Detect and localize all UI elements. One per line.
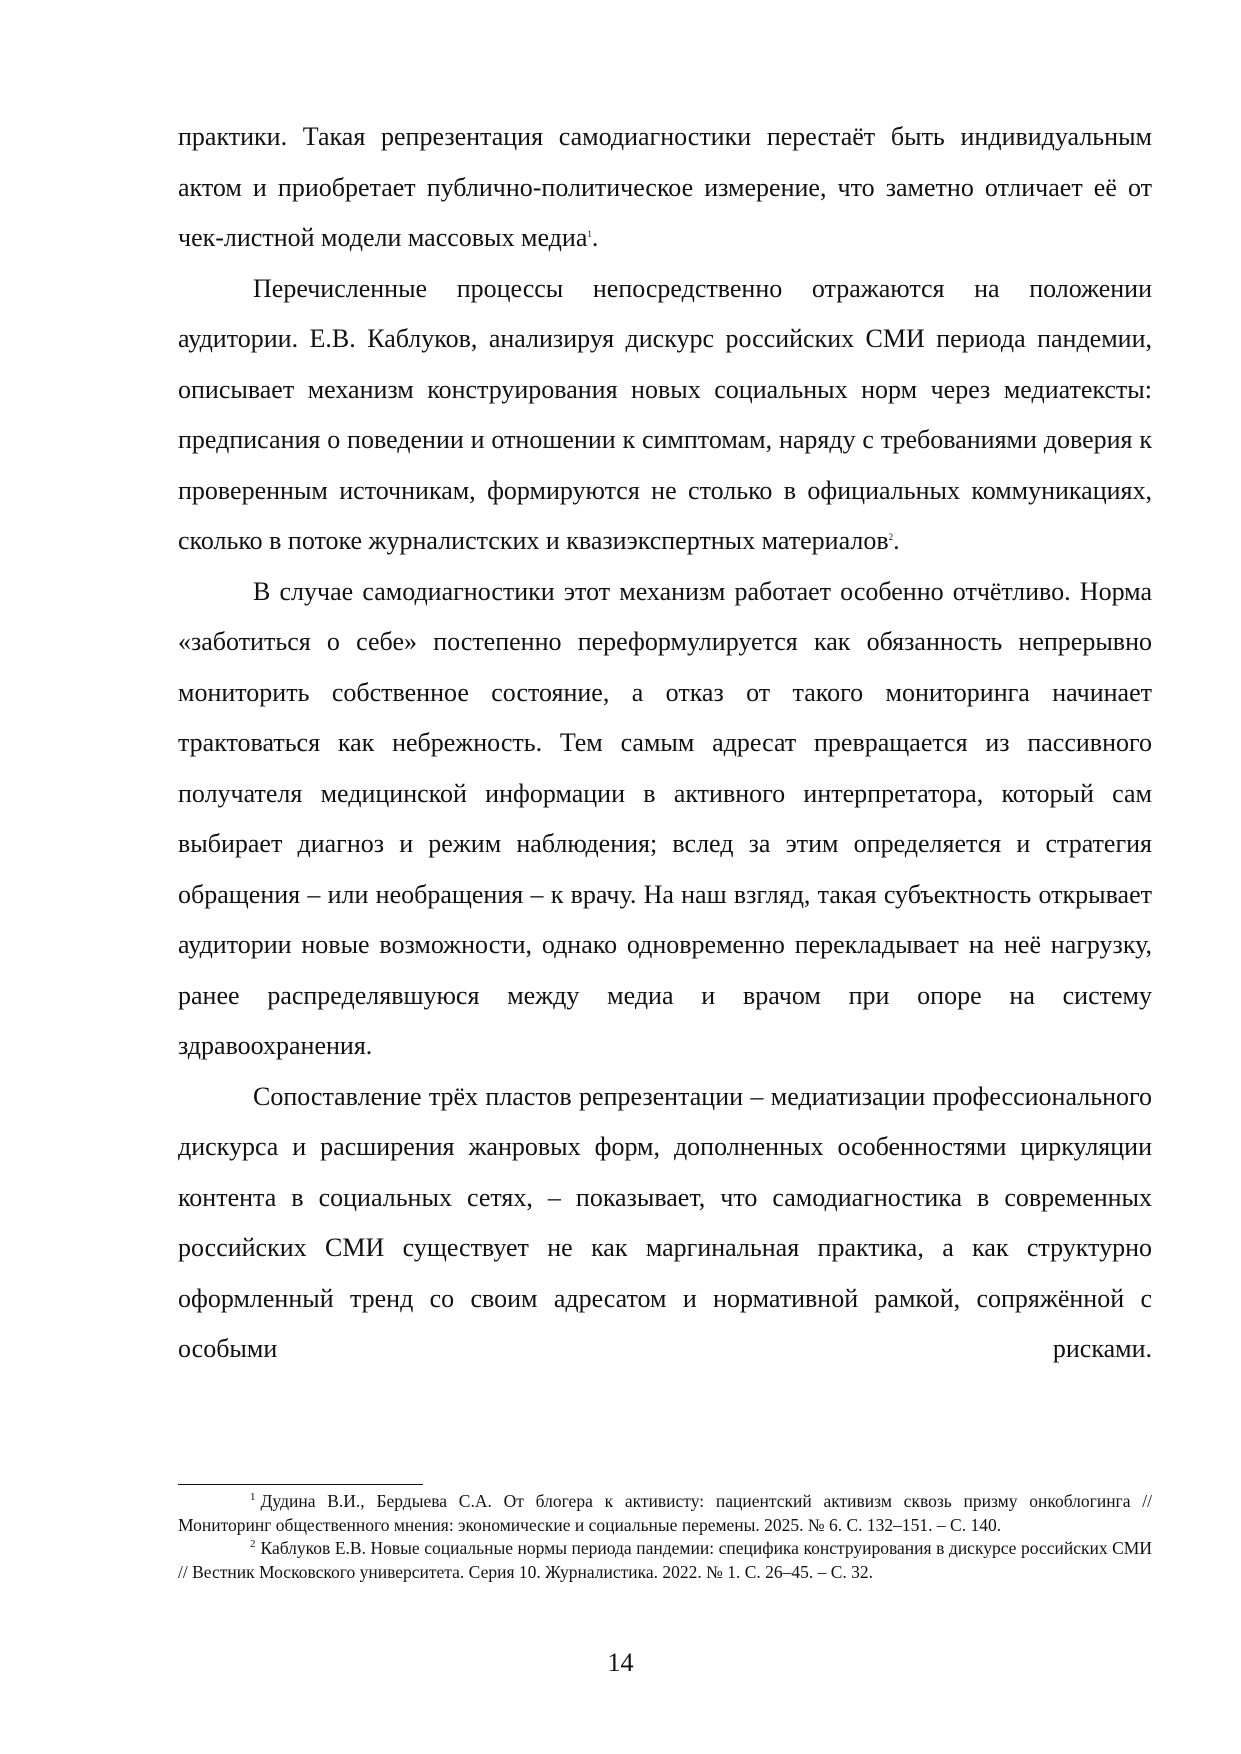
paragraph-text: практики. Такая репрезентация самодиагностики перестаёт быть индивидуальным актом и приобретает публично-политическое измерение, что заметно отличает её от чек-листной модели массовых медиа — [178, 122, 1152, 252]
footnote-text: Дудина В.И., Бердыева С.А. От блогера к активисту: пациентский активизм сквозь призму онкоблогинга // Мониторинг общественного мнения: экономические и социальные перемены. 2025. № 6. С. 132–151. – С. 140. — [178, 1491, 1152, 1535]
paragraph-continuation — [178, 112, 1152, 264]
footnote-separator — [178, 1484, 423, 1485]
paragraph — [178, 1072, 1152, 1375]
paragraph-tail: . — [591, 223, 599, 252]
paragraph — [178, 567, 1152, 1072]
paragraph-text: Сопоставление трёх пластов репрезентации – медиатизации профессионального дискурса и расширения жанровых форм, дополненных особенностями циркуляции контента в социальных сетях, – показывает, что самодиагностика в современных российских СМИ существует не как маргинальная практика, а как структурно оформленный тренд со своим адресатом и нормативной рамкой, сопряжённой с особыми рисками. — [178, 1081, 1152, 1363]
footnote — [178, 1537, 1152, 1584]
footnote-number: 1 — [250, 1491, 256, 1503]
paragraph-tail: . — [893, 526, 900, 555]
footnote-number: 2 — [250, 1538, 256, 1550]
paragraph-text: В случае самодиагностики этот механизм работает особенно отчётливо. Норма «заботиться о себе» постепенно переформулируется как обязанность непрерывно мониторить собственное состояние, а отказ от такого мониторинга начинает трактоваться как небрежность. Тем самым адресат превращается из пассивного получателя медицинской информации в активного интерпретатора, который сам выбирает диагноз и режим наблюдения; вслед за этим определяется и стратегия обращения – или необращения – к врачу. На наш взгляд, такая субъектность открывает аудитории новые возможности, однако одновременно перекладывает на неё нагрузку, ранее распределявшуюся между медиа и врачом при опоре на систему здравоохранения. — [178, 576, 1152, 1060]
footnote-text: Каблуков Е.В. Новые социальные нормы периода пандемии: специфика конструирования в дискурсе российских СМИ // Вестник Московского университета. Серия 10. Журналистика. 2022. № 1. С. 26–45. – С. 32. — [178, 1538, 1152, 1582]
footnotes — [178, 1490, 1152, 1584]
footnote-reference[interactable]: 2 — [888, 532, 894, 542]
page-number: 14 — [607, 1648, 634, 1677]
paragraph-text: Перечисленные процессы непосредственно отражаются на положении аудитории. Е.В. Каблуков, анализируя дискурс российских СМИ периода пандемии, описывает механизм конструирования новых социальных норм через медиатексты: предписания о поведении и отношении к симптомам, наряду с требованиями доверия к проверенным источникам, формируются не столько в официальных коммуникациях, сколько в потоке журналистских и квазиэкспертных материалов — [178, 273, 1152, 555]
footnote-reference[interactable]: 1 — [587, 229, 592, 239]
paragraph — [178, 264, 1152, 567]
footnote — [178, 1490, 1152, 1537]
main-text — [178, 112, 1152, 1375]
